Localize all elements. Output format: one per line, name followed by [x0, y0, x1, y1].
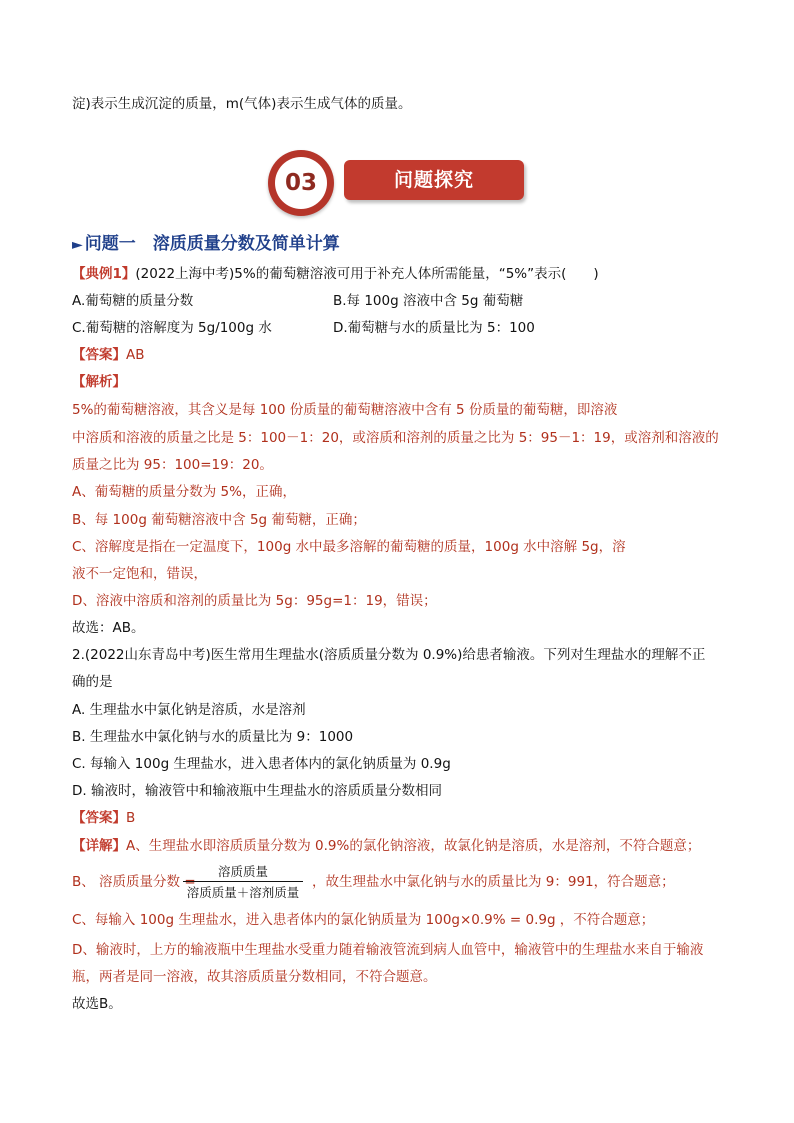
- q1-option-d: D.葡萄糖与水的质量比为 5：100: [333, 320, 535, 336]
- section-banner: [268, 150, 528, 220]
- q2-detail-c: C、每输入 100g 生理盐水，进入患者体内的氯化钠质量为 100g×0.9% = 0.9g ，不符合题意；: [72, 912, 655, 928]
- q1-analysis-line: 中溶质和溶液的质量之比是 5：100－1：20，或溶质和溶剂的质量之比为 5：95－1：19，或溶剂和溶液的: [72, 430, 719, 446]
- q1-analysis-line: D、溶液中溶质和溶剂的质量比为 5g：95g=1：19，错误；: [72, 593, 437, 609]
- q1-stem-text: (2022上海中考)5%的葡萄糖溶液可用于补充人体所需能量，“5%”表示( ): [135, 266, 599, 282]
- q1-analysis-line: 质量之比为 95：100=19：20。: [72, 457, 273, 473]
- q1-analysis-line: 5%的葡萄糖溶液，其含义是每 100 份质量的葡萄糖溶液中含有 5 份质量的葡萄糖，即溶液: [72, 402, 618, 418]
- q2-answer-value: B: [126, 810, 136, 826]
- fraction-numerator: 溶质质量: [183, 862, 303, 882]
- q1-analysis-line: 液不一定饱和，错误，: [72, 566, 207, 582]
- q1-analysis-line: C、溶解度是指在一定温度下，100g 水中最多溶解的葡萄糖的质量，100g 水中溶解 5g，溶: [72, 539, 626, 555]
- q2-stem-line2: 确的是: [72, 674, 113, 690]
- triangle-bullet-icon: ►: [72, 237, 83, 253]
- mass-fraction-formula: [183, 862, 303, 901]
- q2-conclusion: 故选B。: [72, 996, 122, 1012]
- q1-option-c: C.葡萄糖的溶解度为 5g/100g 水: [72, 320, 272, 336]
- q1-option-a: A.葡萄糖的质量分数: [72, 293, 194, 309]
- q2-stem-line1: 2.(2022山东青岛中考)医生常用生理盐水(溶质质量分数为 0.9%)给患者输液。下列对生理盐水的理解不正: [72, 647, 706, 663]
- q2-option-c: C. 每输入 100g 生理盐水，进入患者体内的氯化钠质量为 0.9g: [72, 756, 451, 772]
- section-title-text: 问题一 溶质质量分数及简单计算: [84, 234, 340, 254]
- fraction-denominator: 溶质质量＋溶剂质量: [186, 885, 300, 900]
- banner-pill: [344, 160, 524, 200]
- banner-title: 问题探究: [393, 169, 474, 191]
- q2-option-b: B. 生理盐水中氯化钠与水的质量比为 9：1000: [72, 729, 354, 745]
- q1-analysis-line: B、每 100g 葡萄糖溶液中含 5g 葡萄糖，正确；: [72, 512, 366, 528]
- section-title: [72, 229, 340, 254]
- q2-detail-b-prefix: B、 溶质质量分数 =: [72, 874, 196, 890]
- q2-detail-tag: 【详解】: [72, 838, 126, 854]
- q1-conclusion: 故选：AB。: [72, 620, 145, 636]
- q1-analysis-line: A、葡萄糖的质量分数为 5%，正确，: [72, 484, 296, 500]
- q2-detail-d-line2: 瓶，两者是同一溶液，故其溶质质量分数相同，不符合题意。: [72, 969, 437, 985]
- q1-option-b: B.每 100g 溶液中含 5g 葡萄糖: [333, 293, 524, 309]
- top-line: 淀)表示生成沉淀的质量，m(气体)表示生成气体的质量。: [72, 96, 412, 112]
- q2-detail-d-line1: D、输液时，上方的输液瓶中生理盐水受重力随着输液管流到病人血管中，输液管中的生理盐水来自于输液: [72, 942, 704, 958]
- q1-answer-tag: 【答案】: [72, 347, 126, 363]
- banner-number: 03: [284, 170, 317, 196]
- q1-stem: [72, 264, 599, 284]
- q2-option-d: D. 输液时，输液管中和输液瓶中生理盐水的溶质质量分数相同: [72, 783, 442, 799]
- q2-answer: [72, 808, 135, 828]
- banner-circle: [268, 150, 334, 216]
- q2-detail-b-suffix: ，故生理盐水中氯化钠与水的质量比为 9：991，符合题意；: [312, 874, 675, 890]
- q2-option-a: A. 生理盐水中氯化钠是溶质，水是溶剂: [72, 702, 306, 718]
- q2-detail-a: [72, 836, 700, 856]
- q1-analysis-tag: 【解析】: [72, 374, 126, 390]
- q1-tag: 【典例1】: [72, 266, 136, 282]
- q2-detail-a-text: A、生理盐水即溶质质量分数为 0.9%的氯化钠溶液，故氯化钠是溶质，水是溶剂，不符合题意；: [126, 838, 701, 854]
- q1-answer-value: AB: [126, 347, 145, 363]
- q1-answer: [72, 345, 145, 365]
- q2-answer-tag: 【答案】: [72, 810, 126, 826]
